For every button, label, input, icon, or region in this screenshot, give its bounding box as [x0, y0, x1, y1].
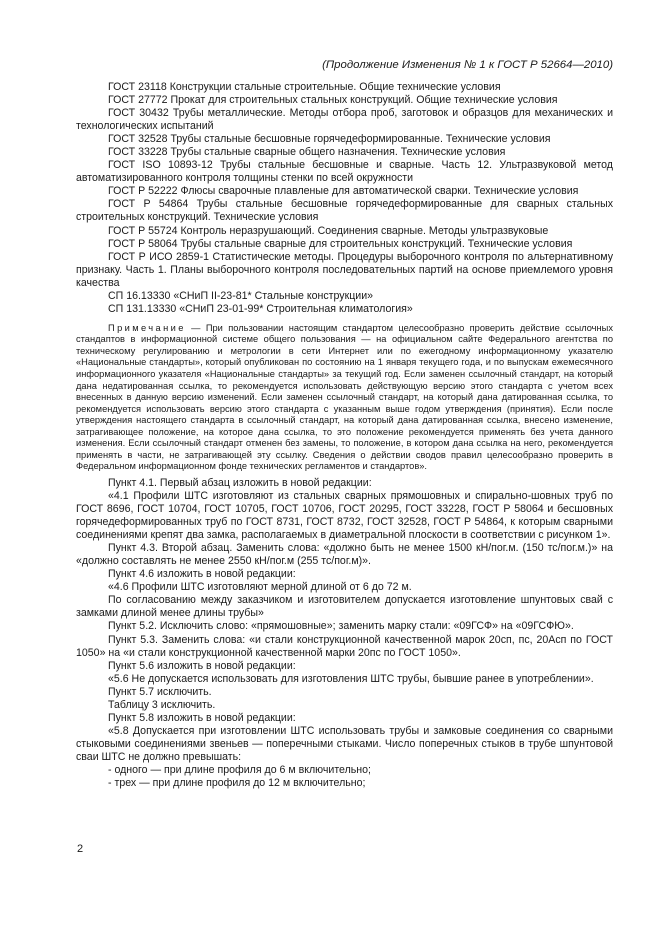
- reference-item: СП 131.13330 «СНиП 23-01-99* Строительная климатология»: [108, 302, 413, 315]
- amendment-paragraph: «5.8 Допускается при изготовлении ШТС использовать трубы и замковые соединения со сварными стыковыми соединениями звеньев — поперечными стыками. Число поперечных стыков в трубе шпунтовой сваи ШТС не должно превышать:: [76, 724, 613, 763]
- document-body: [76, 81, 613, 790]
- amendment-paragraph: Пункт 5.7 исключить.: [108, 685, 212, 698]
- reference-item: ГОСТ 27772 Прокат для строительных стальных конструкций. Общие технические условия: [108, 94, 558, 107]
- amendment-paragraph: Таблицу 3 исключить.: [108, 698, 216, 711]
- reference-item: ГОСТ ISO 10893-12 Трубы стальные бесшовные и сварные. Часть 12. Ультразвуковой метод автоматизированного контроля толщины стенки по всей окружности: [76, 159, 613, 185]
- amendment-paragraph: Пункт 4.6 изложить в новой редакции:: [108, 568, 296, 581]
- list-item: - трех — при длине профиля до 12 м включительно;: [108, 777, 366, 790]
- reference-item: ГОСТ 33228 Трубы стальные сварные общего назначения. Технические условия: [108, 146, 506, 159]
- reference-item: ГОСТ Р 58064 Трубы стальные сварные для строительных конструкций. Технические условия: [108, 237, 573, 250]
- amendment-paragraph: Пункт 5.3. Заменить слова: «и стали конструкционной качественной марок 20сп, пс, 20Асп по ГОСТ 1050» на «и стали конструкционной качественной марки 20пс по ГОСТ 1050».: [76, 633, 613, 659]
- reference-item: ГОСТ Р 52222 Флюсы сварочные плавленые для автоматической сварки. Технические условия: [108, 185, 579, 198]
- reference-item: ГОСТ Р 54864 Трубы стальные бесшовные горячедеформированные для сварных стальных строительных конструкций. Технические условия: [76, 198, 613, 224]
- reference-item: ГОСТ 32528 Трубы стальные бесшовные горячедеформированные. Технические условия: [108, 133, 551, 146]
- amendment-paragraph: Пункт 4.1. Первый абзац изложить в новой редакции:: [108, 476, 372, 489]
- amendment-paragraph: Пункт 5.8 изложить в новой редакции:: [108, 711, 296, 724]
- reference-item: СП 16.13330 «СНиП II-23-81* Стальные конструкции»: [108, 289, 373, 302]
- amendment-paragraph: Пункт 5.6 изложить в новой редакции:: [108, 659, 296, 672]
- reference-item: ГОСТ 30432 Трубы металлические. Методы отбора проб, заготовок и образцов для механических и технологических испытаний: [76, 107, 613, 133]
- note-paragraph: [76, 323, 613, 473]
- amendment-paragraph: «4.6 Профили ШТС изготовляют мерной длиной от 6 до 72 м.: [108, 581, 412, 594]
- page-number: 2: [77, 843, 84, 855]
- reference-item: ГОСТ Р ИСО 2859-1 Статистические методы. Процедуры выборочного контроля по альтернативному признаку. Часть 1. Планы выборочного контроля последовательных партий на основе приемлемого уровня качества: [76, 250, 613, 289]
- amendment-paragraph: Пункт 4.3. Второй абзац. Заменить слова: «должно быть не менее 1500 кН/пог.м. (150 тс/пог.м.)» на «должно составлять не менее 2550 кН/пог.м (255 тс/пог.м)».: [76, 542, 613, 568]
- amendment-paragraph: По согласованию между заказчиком и изготовителем допускается изготовление шпунтовых свай с замками длиной менее длины трубы»: [76, 594, 613, 620]
- normative-references-list: [76, 81, 613, 316]
- running-header: (Продолжение Изменения № 1 к ГОСТ Р 52664—2010): [322, 59, 613, 71]
- list-item: - одного — при длине профиля до 6 м включительно;: [108, 763, 371, 776]
- note-text: — При пользовании настоящим стандартом целесообразно проверить действие ссылочных стандаптов в информационной системе общего пользования — на официальном сайте Федерального агентства по техническому регулированию и метрологии в сети Интернет или по ежегодному информационному указателю «Национальные стандарты», который опубликован по состоянию на 1 января текущего года, и по выпускам ежемесячного информационного указателя «Национальные стандарты» за текущий год. Если заменен ссылочный стандарт, на который дана недатированная ссылка, то рекомендуется использовать действующую версию этого стандарта с учетом всех внесенных в данную версию изменений. Если заменен ссылочный стандарт, на который дана датированная ссылка, то рекомендуется использовать версию этого стандарта с указанным выше годом утверждения (принятия). Если после утверждения настоящего стандарта в ссылочный стандарт, на который дана датированная ссылка, внесено изменение, затрагивающее положение, на которое дана ссылка, то это положение рекомендуется применять без учета данного изменения. Если ссылочный стандарт отменен без замены, то положение, в котором дана ссылка на него, рекомендуется применять в части, не затрагивающей эту ссылку. Сведения о действии сводов правил целесообразно проверить в Федеральном информационном фонде технических регламентов и стандартов».: [76, 322, 613, 472]
- amendments-list: [76, 477, 613, 790]
- amendment-paragraph: Пункт 5.2. Исключить слово: «прямошовные»; заменить марку стали: «09ГСФ» на «09ГСФЮ».: [108, 620, 574, 633]
- reference-item: ГОСТ 23118 Конструкции стальные строительные. Общие технические условия: [108, 81, 501, 93]
- amendment-paragraph: «4.1 Профили ШТС изготовляют из стальных сварных прямошовных и спирально-шовных труб по ГОСТ 8696, ГОСТ 10704, ГОСТ 10705, ГОСТ 10706, ГОСТ 20295, ГОСТ 33228, ГОСТ Р 58064 и бесшовных горячедеформированных труб по ГОСТ 8731, ГОСТ 8732, ГОСТ 32528, ГОСТ Р 54864, к которым сварными соединениями крепят два замка, располагаемых в диаметральной плоскости в соответствии с рисунком 1».: [76, 490, 613, 542]
- amendment-paragraph: «5.6 Не допускается использовать для изготовления ШТС трубы, бывшие ранее в употреблении».: [108, 672, 594, 685]
- reference-item: ГОСТ Р 55724 Контроль неразрушающий. Соединения сварные. Методы ультразвуковые: [108, 224, 549, 237]
- note-label: Примечание: [108, 322, 186, 333]
